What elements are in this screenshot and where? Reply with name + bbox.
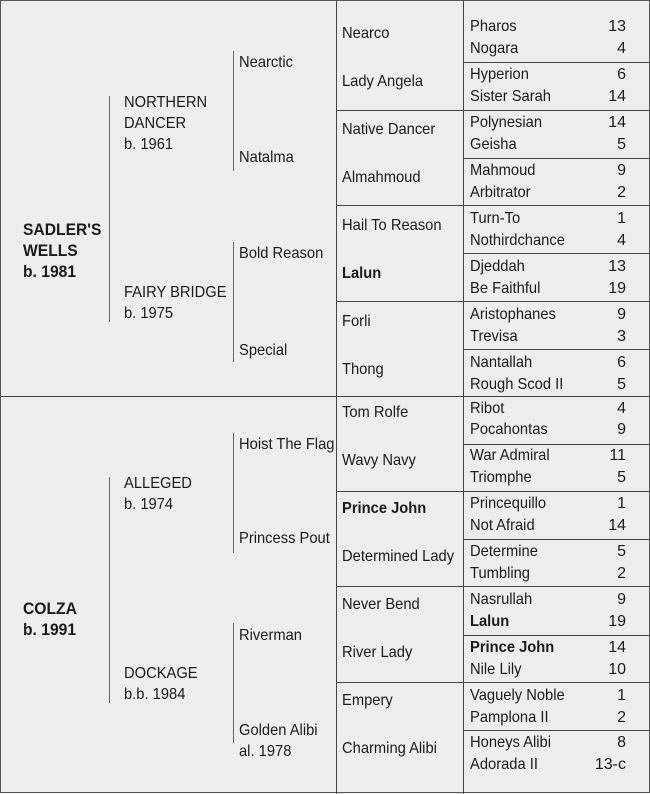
family-number: 1 xyxy=(617,210,626,227)
horse-nile-lily: Nile Lily xyxy=(470,661,522,678)
horse-nogara: Nogara xyxy=(470,40,519,57)
gen5-divider-15 xyxy=(463,730,650,731)
horse-dockage-born: b.b. 1984 xyxy=(124,686,186,703)
horse-not-afraid: Not Afraid xyxy=(470,517,535,534)
horse-never-bend: Never Bend xyxy=(342,596,420,613)
family-number: 14 xyxy=(608,517,626,534)
horse-alleged-name: ALLEGED xyxy=(124,475,192,492)
horse-hail-to-reason: Hail To Reason xyxy=(342,217,442,234)
horse-lady-angela: Lady Angela xyxy=(342,73,424,90)
horse-thong: Thong xyxy=(342,361,384,378)
family-number: 2 xyxy=(617,709,626,726)
horse-nearctic: Nearctic xyxy=(239,54,293,71)
horse-honeys-alibi: Honeys Alibi xyxy=(470,734,552,751)
family-number: 1 xyxy=(617,495,626,512)
gen5-divider-11 xyxy=(463,539,650,540)
family-number: 8 xyxy=(617,734,626,751)
horse-pamplona-ii: Pamplona II xyxy=(470,709,549,726)
family-number: 10 xyxy=(608,661,626,678)
bracket-col3-1 xyxy=(233,51,234,171)
horse-trevisa: Trevisa xyxy=(470,328,518,345)
horse-lalun-gen4: Lalun xyxy=(342,265,382,282)
horse-hoist-the-flag: Hoist The Flag xyxy=(239,436,335,453)
family-number: 3 xyxy=(617,328,626,345)
gen4-divider-5 xyxy=(336,491,650,492)
gen5-divider-1 xyxy=(463,62,650,63)
family-number: 19 xyxy=(608,613,626,630)
column-divider-5 xyxy=(463,1,464,794)
horse-northern-dancer-name-1: NORTHERN xyxy=(124,94,208,111)
horse-wavy-navy: Wavy Navy xyxy=(342,452,416,469)
family-number: 6 xyxy=(617,66,626,83)
horse-riverman: Riverman xyxy=(239,627,302,644)
horse-polynesian: Polynesian xyxy=(470,114,543,131)
horse-charming-alibi: Charming Alibi xyxy=(342,740,437,757)
family-number: 5 xyxy=(617,469,626,486)
horse-golden-alibi-born: al. 1978 xyxy=(239,743,292,760)
horse-northern-dancer-born: b. 1961 xyxy=(124,136,174,153)
bracket-col2-top xyxy=(109,96,110,322)
horse-nothirdchance: Nothirdchance xyxy=(470,232,565,249)
horse-pocahontas: Pocahontas xyxy=(470,421,548,438)
horse-hyperion: Hyperion xyxy=(470,66,529,83)
horse-princequillo: Princequillo xyxy=(470,495,547,512)
horse-be-faithful: Be Faithful xyxy=(470,280,541,297)
family-number: 4 xyxy=(617,40,626,57)
bracket-col2-bottom xyxy=(109,477,110,703)
horse-turn-to: Turn-To xyxy=(470,210,521,227)
horse-geisha: Geisha xyxy=(470,136,517,153)
horse-tumbling: Tumbling xyxy=(470,565,531,582)
gen4-divider-1 xyxy=(336,110,650,111)
horse-nearco: Nearco xyxy=(342,25,390,42)
family-number: 14 xyxy=(608,114,626,131)
horse-sadlers-wells-name-2: WELLS xyxy=(23,241,78,260)
horse-prince-john-gen4: Prince John xyxy=(342,500,427,517)
family-number: 9 xyxy=(617,421,626,438)
horse-nasrullah: Nasrullah xyxy=(470,591,533,608)
gen4-divider-6 xyxy=(336,586,650,587)
horse-empery: Empery xyxy=(342,692,393,709)
horse-mahmoud: Mahmoud xyxy=(470,162,536,179)
family-number: 14 xyxy=(608,639,626,656)
horse-nantallah: Nantallah xyxy=(470,354,533,371)
horse-golden-alibi-name: Golden Alibi xyxy=(239,722,318,739)
horse-fairy-bridge-name: FAIRY BRIDGE xyxy=(124,284,227,301)
horse-natalma: Natalma xyxy=(239,149,294,166)
family-number: 5 xyxy=(617,136,626,153)
horse-bold-reason: Bold Reason xyxy=(239,245,324,262)
horse-prince-john-gen5: Prince John xyxy=(470,639,555,656)
horse-rough-scod-ii: Rough Scod II xyxy=(470,376,564,393)
family-number: 2 xyxy=(617,184,626,201)
horse-war-admiral: War Admiral xyxy=(470,447,550,464)
horse-colza-born: b. 1991 xyxy=(23,620,77,639)
horse-sister-sarah: Sister Sarah xyxy=(470,88,552,105)
horse-pharos: Pharos xyxy=(470,18,517,35)
horse-vaguely-noble: Vaguely Noble xyxy=(470,687,565,704)
family-number: 11 xyxy=(609,447,626,464)
bracket-col3-2 xyxy=(233,242,234,362)
gen4-divider-7 xyxy=(336,682,650,683)
gen5-divider-5 xyxy=(463,253,650,254)
horse-triomphe: Triomphe xyxy=(470,469,532,486)
family-number: 5 xyxy=(617,543,626,560)
family-number: 19 xyxy=(608,280,626,297)
gen5-divider-3 xyxy=(463,158,650,159)
gen5-divider-7 xyxy=(463,349,650,350)
family-number: 4 xyxy=(617,400,626,417)
column-divider-4 xyxy=(336,1,337,794)
family-number: 13 xyxy=(608,18,626,35)
horse-native-dancer: Native Dancer xyxy=(342,121,436,138)
horse-northern-dancer-name-2: DANCER xyxy=(124,115,187,132)
horse-adorada-ii: Adorada II xyxy=(470,756,538,773)
bracket-col3-4 xyxy=(233,623,234,743)
horse-forli: Forli xyxy=(342,313,371,330)
horse-determine: Determine xyxy=(470,543,538,560)
horse-tom-rolfe: Tom Rolfe xyxy=(342,404,409,421)
family-number: 9 xyxy=(617,591,626,608)
horse-dockage-name: DOCKAGE xyxy=(124,665,198,682)
half-divider xyxy=(1,396,650,397)
horse-special: Special xyxy=(239,342,288,359)
horse-river-lady: River Lady xyxy=(342,644,413,661)
horse-lalun-gen5: Lalun xyxy=(470,613,510,630)
horse-aristophanes: Aristophanes xyxy=(470,306,556,323)
horse-fairy-bridge-born: b. 1975 xyxy=(124,305,174,322)
family-number: 9 xyxy=(617,162,626,179)
family-number: 14 xyxy=(608,88,626,105)
horse-colza-name: COLZA xyxy=(23,599,77,618)
gen4-divider-3 xyxy=(336,301,650,302)
horse-almahmoud: Almahmoud xyxy=(342,169,421,186)
family-number: 9 xyxy=(617,306,626,323)
gen5-divider-13 xyxy=(463,635,650,636)
horse-ribot: Ribot xyxy=(470,400,505,417)
horse-sadlers-wells-name-1: SADLER'S xyxy=(23,220,102,239)
family-number: 6 xyxy=(617,354,626,371)
family-number: 1 xyxy=(617,687,626,704)
horse-determined-lady: Determined Lady xyxy=(342,548,455,565)
family-number: 13 xyxy=(608,258,626,275)
horse-alleged-born: b. 1974 xyxy=(124,496,174,513)
family-number: 2 xyxy=(617,565,626,582)
horse-arbitrator: Arbitrator xyxy=(470,184,531,201)
family-number: 13-c xyxy=(594,756,626,773)
horse-princess-pout: Princess Pout xyxy=(239,530,330,547)
family-number: 4 xyxy=(617,232,626,249)
family-number: 5 xyxy=(617,376,626,393)
horse-djeddah: Djeddah xyxy=(470,258,525,275)
bracket-col3-3 xyxy=(233,433,234,553)
horse-sadlers-wells-born: b. 1981 xyxy=(23,262,77,281)
gen4-divider-2 xyxy=(336,205,650,206)
